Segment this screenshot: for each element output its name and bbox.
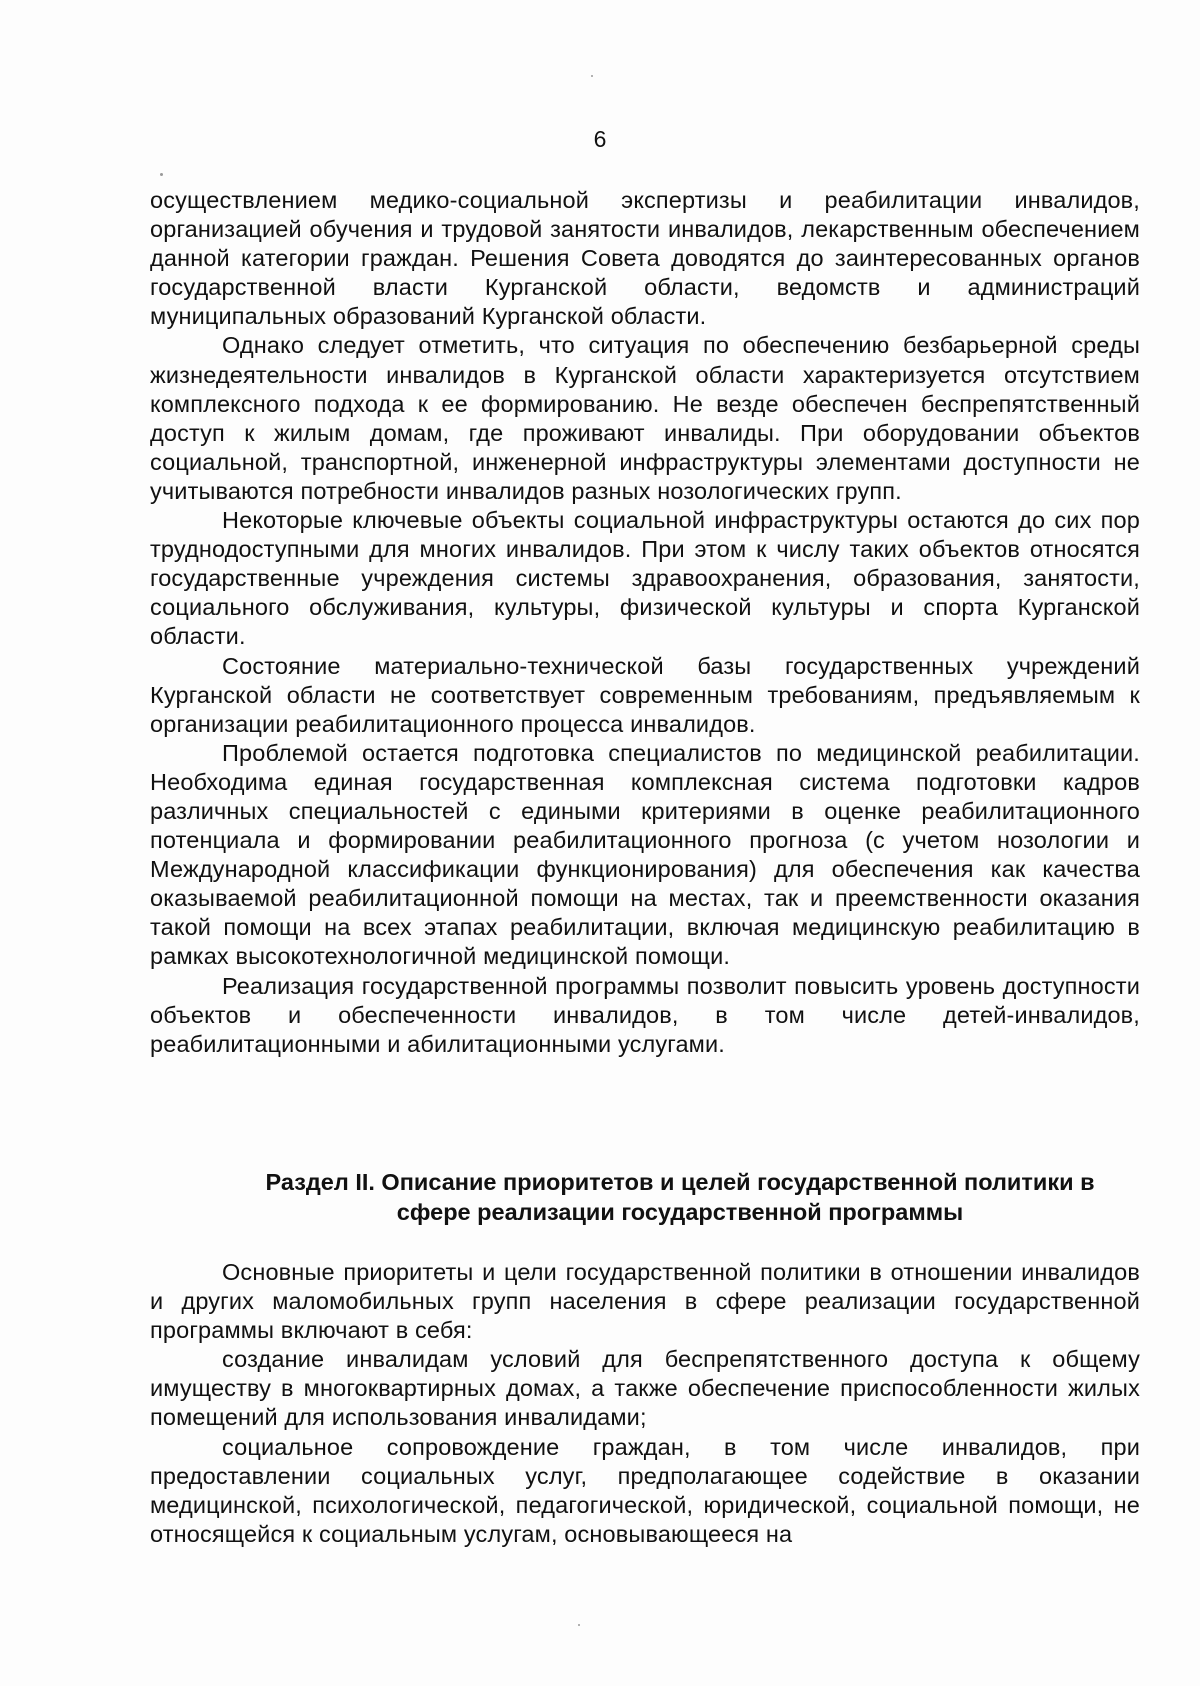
scan-speck: [578, 1624, 580, 1626]
paragraph-material-base: Состояние материально-технической базы государственных учреждений Курганской области не соответствует современным требованиям, предъявляемым к организации реабилитационного процесса инвалидов.: [150, 652, 1140, 737]
body-text-top: [150, 186, 1140, 1059]
paragraph-specialist-training: Проблемой остается подготовка специалистов по медицинской реабилитации. Необходима единая государственная комплексная система подготовки кадров различных специальностей с едиными критериями в оценке реабилитационного потенциала и формировании реабилитационного прогноза (с учетом нозологии и Международной классификации функционирования) для обеспечения как качества оказываемой реабилитационной помощи на местах, так и преемственности оказания такой помощи на всех этапах реабилитации, включая медицинскую реабилитацию в рамках высокотехнологичной медицинской помощи.: [150, 739, 1140, 970]
paragraph-priorities-intro: Основные приоритеты и цели государственной политики в отношении инвалидов и других маломобильных групп населения в сфере реализации государственной программы включают в себя:: [150, 1259, 1140, 1344]
scan-speck: [160, 173, 163, 176]
paragraph-continuation: осуществлением медико-социальной экспертизы и реабилитации инвалидов, организацией обучения и трудовой занятости инвалидов, лекарственным обеспечением данной категории граждан. Решения Совета доводятся до заинтересованных органов государственной власти Курганской области, ведомств и администраций муниципальных образований Курганской области.: [150, 187, 1140, 330]
paragraph-barrier-free-environment: Однако следует отметить, что ситуация по обеспечению безбарьерной среды жизнедеятельности инвалидов в Курганской области характеризуется отсутствием комплексного подхода к ее формированию. Не везде обеспечен беспрепятственный доступ к жилым домам, где проживают инвалиды. При оборудовании объектов социальной, транспортной, инженерной инфраструктуры элементами доступности не учитываются потребности инвалидов разных нозологических групп.: [150, 332, 1140, 504]
paragraph-priority-housing-access: создание инвалидам условий для беспрепятственного доступа к общему имуществу в многоквартирных домах, а также обеспечение приспособленности жилых помещений для использования инвалидами;: [150, 1346, 1140, 1431]
scan-speck: [591, 75, 593, 77]
section-heading-line-1: Раздел II. Описание приоритетов и целей государственной политики в: [265, 1169, 1095, 1195]
section-heading: [150, 1168, 1140, 1227]
page-number: 6: [593, 126, 607, 152]
paragraph-program-implementation: Реализация государственной программы позволит повысить уровень доступности объектов и обеспеченности инвалидов, в том числе детей-инвалидов, реабилитационными и абилитационными услугами.: [150, 972, 1140, 1057]
section-heading-line-2: сфере реализации государственной программы: [396, 1198, 964, 1225]
paragraph-key-infrastructure: Некоторые ключевые объекты социальной инфраструктуры остаются до сих пор труднодоступными для многих инвалидов. При этом к числу таких объектов относятся государственные учреждения системы здравоохранения, образования, занятости, социального обслуживания, культуры, физической культуры и спорта Курганской области.: [150, 507, 1140, 650]
body-text-bottom: [150, 1258, 1140, 1549]
paragraph-priority-social-support: социальное сопровождение граждан, в том числе инвалидов, при предоставлении социальных услуг, предполагающее содействие в оказании медицинской, психологической, педагогической, юридической, социальной помощи, не относящейся к социальным услугам, основывающееся на: [150, 1433, 1140, 1547]
